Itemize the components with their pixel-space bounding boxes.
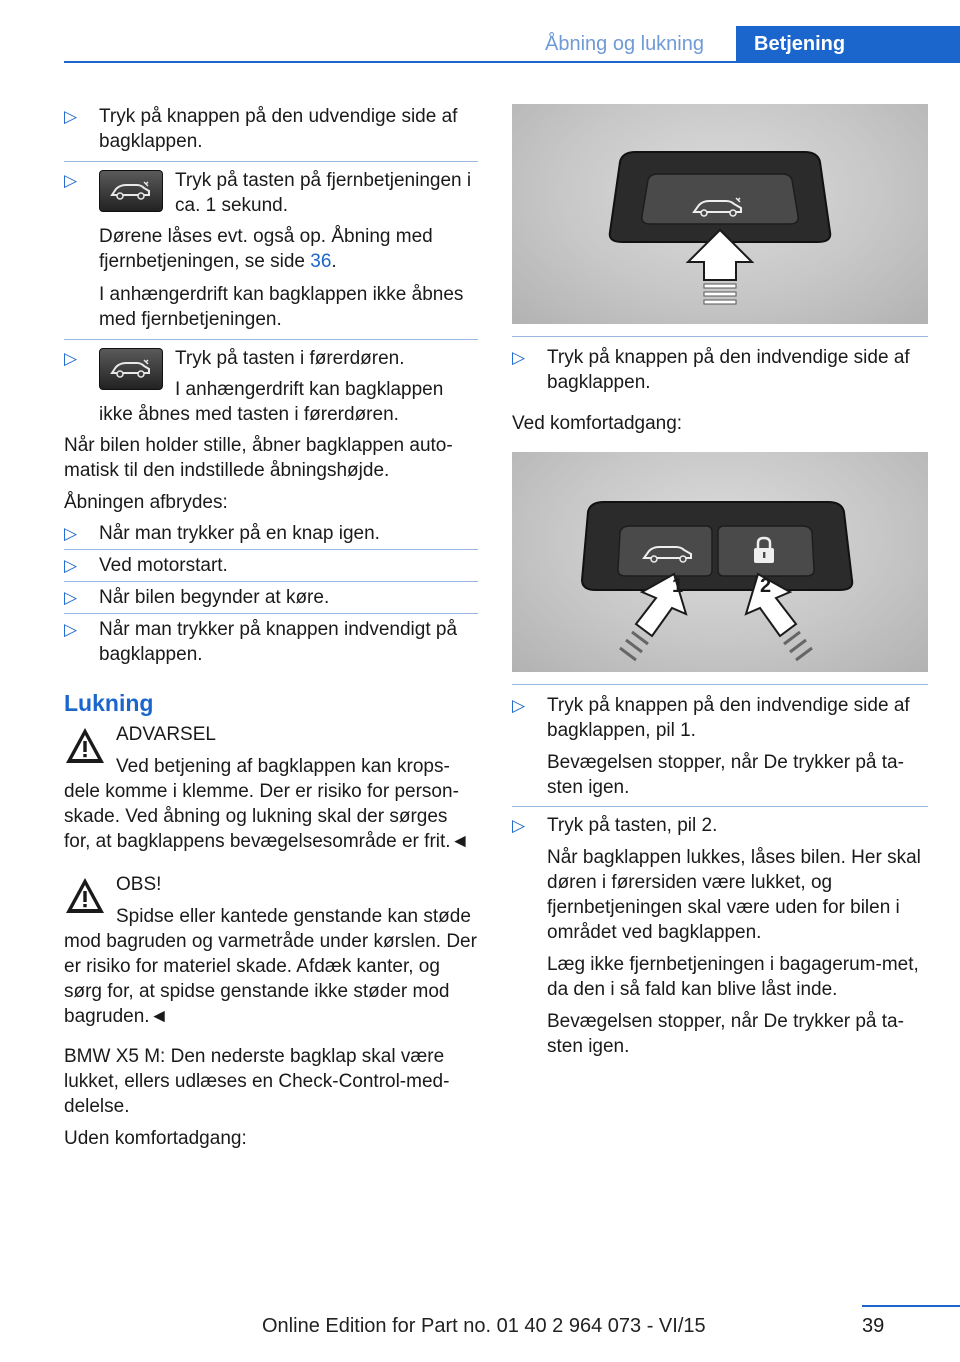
list-item-text: Tryk på tasten i førerdøren. [175, 348, 405, 369]
caution-title: OBS! [116, 874, 162, 895]
list-item-text: Tryk på tasten på fjernbetjeningen i ca. 1 sekund. [175, 170, 472, 216]
list-item-text: Når man trykker på en knap igen. [99, 523, 380, 544]
triangle-right-icon: ▷ [64, 107, 78, 126]
subtext-part: . [331, 251, 337, 272]
triangle-right-icon: ▷ [64, 171, 78, 190]
list-item [64, 104, 478, 154]
warning-triangle-icon [64, 726, 106, 766]
remote-key-car-icon [99, 170, 163, 212]
list-item-text: Når man trykker på knappen indvendigt på bagklappen. [99, 619, 458, 665]
list-item [64, 553, 478, 578]
tailgate-button-photo [512, 104, 928, 324]
list-item-text: Ved motorstart. [99, 555, 228, 576]
paragraph: Ved komfortadgang: [512, 413, 683, 434]
divider [64, 549, 478, 550]
list-item [64, 585, 478, 610]
tailgate-exterior-button-illustration [512, 104, 928, 324]
divider [64, 161, 478, 162]
left-column [64, 104, 478, 1151]
section-heading: Lukning [64, 690, 154, 716]
triangle-right-icon: ▷ [64, 588, 78, 607]
list-item [64, 168, 478, 332]
triangle-right-icon: ▷ [64, 524, 78, 543]
car-trunk-icon [110, 180, 152, 202]
list-item-subtext [99, 224, 478, 274]
list-item-text: Tryk på knappen på den indvendige side af bagklappen, pil 1. [547, 695, 910, 741]
right-column [512, 104, 928, 1059]
comfort-access-buttons-photo [512, 452, 928, 672]
triangle-right-icon: ▷ [64, 556, 78, 575]
list-item-subtext: I anhængerdrift kan bagklappen ikke åbnes med tasten i førerdøren. [99, 379, 444, 425]
triangle-right-icon: ▷ [512, 348, 526, 367]
list-item [64, 346, 478, 427]
warning-triangle-icon [64, 876, 106, 916]
tailgate-inner-buttons-illustration [512, 452, 928, 672]
list-item-subtext: Bevægelsen stopper, når De trykker på ta‐sten igen. [547, 752, 904, 798]
list-item-text: Når bilen begynder at køre. [99, 587, 330, 608]
list-item-text: Tryk på knappen på den udvendige side af bagklappen. [99, 106, 458, 152]
list-item-subtext: I anhængerdrift kan bagklappen ikke åbnes med fjernbetjeningen. [99, 284, 464, 330]
subtext-part: Dørene låses evt. også op. Åbning med fjernbetjeningen, se side [99, 226, 433, 272]
divider [64, 339, 478, 340]
page-number: 39 [862, 1315, 885, 1337]
triangle-right-icon: ▷ [64, 349, 78, 368]
paragraph: Når bilen holder stille, åbner bagklappen auto‐matisk til den indstillede åbningshøjde. [64, 435, 453, 481]
caution-text: Spidse eller kantede genstande kan støde mod bagruden og varmetråde under kørslen. Der er risiko for materiel skade. Afdæk kanter, og sørg for, at spidse genstande ikke støder mod bagruden.◄ [64, 906, 477, 1027]
arrow-label-2: 2 [760, 575, 772, 597]
list-item-text: Tryk på knappen på den indvendige side af bagklappen. [547, 347, 910, 393]
car-trunk-icon [110, 358, 152, 380]
footer-edition: Online Edition for Part no. 01 40 2 964 073 - VI/15 [262, 1315, 706, 1337]
triangle-right-icon: ▷ [512, 816, 526, 835]
header-rule [64, 61, 960, 63]
triangle-right-icon: ▷ [64, 620, 78, 639]
door-key-car-icon [99, 348, 163, 390]
footer-rule [862, 1305, 960, 1307]
divider [512, 806, 928, 807]
header-chapter-tab: Betjening [736, 26, 960, 62]
interrupt-list [64, 521, 478, 667]
list-item [512, 813, 928, 1059]
paragraph: Uden komfortadgang: [64, 1128, 247, 1149]
arrow-label-1: 1 [672, 575, 684, 597]
warning-title: ADVARSEL [116, 724, 216, 745]
list-item-text: Tryk på tasten, pil 2. [547, 815, 718, 836]
page-link[interactable]: 36 [310, 251, 332, 272]
divider [512, 684, 928, 685]
warning-text: Ved betjening af bagklappen kan krops‐dele komme i klemme. Der er risiko for person‐skade. Ved åbning og lukning skal der sørges for, at bagklappens bevægelsesområde er frit.◄ [64, 756, 470, 852]
list-item [512, 345, 928, 395]
header-section-title: Åbning og lukning [544, 33, 704, 55]
warning-block [64, 722, 478, 854]
caution-block [64, 872, 478, 1029]
list-item-subtext: Bevægelsen stopper, når De trykker på ta‐sten igen. [547, 1011, 904, 1057]
list-item [64, 521, 478, 546]
divider [64, 581, 478, 582]
paragraph: BMW X5 M: Den nederste bagklap skal være lukket, ellers udlæses en Check-Control-med‐delelse. [64, 1046, 450, 1117]
list-item-subtext: Læg ikke fjernbetjeningen i bagagerum‐met, da den i så fald kan blive låst inde. [547, 954, 919, 1000]
divider [64, 613, 478, 614]
list-item-subtext: Når bagklappen lukkes, låses bilen. Her skal døren i førersiden være lukket, og fjernbetjeningen skal være uden for bilen i området ved bagklappen. [547, 847, 921, 943]
list-item [64, 617, 478, 667]
divider [512, 336, 928, 337]
triangle-right-icon: ▷ [512, 696, 526, 715]
paragraph: Åbningen afbrydes: [64, 492, 228, 513]
list-item [512, 693, 928, 800]
